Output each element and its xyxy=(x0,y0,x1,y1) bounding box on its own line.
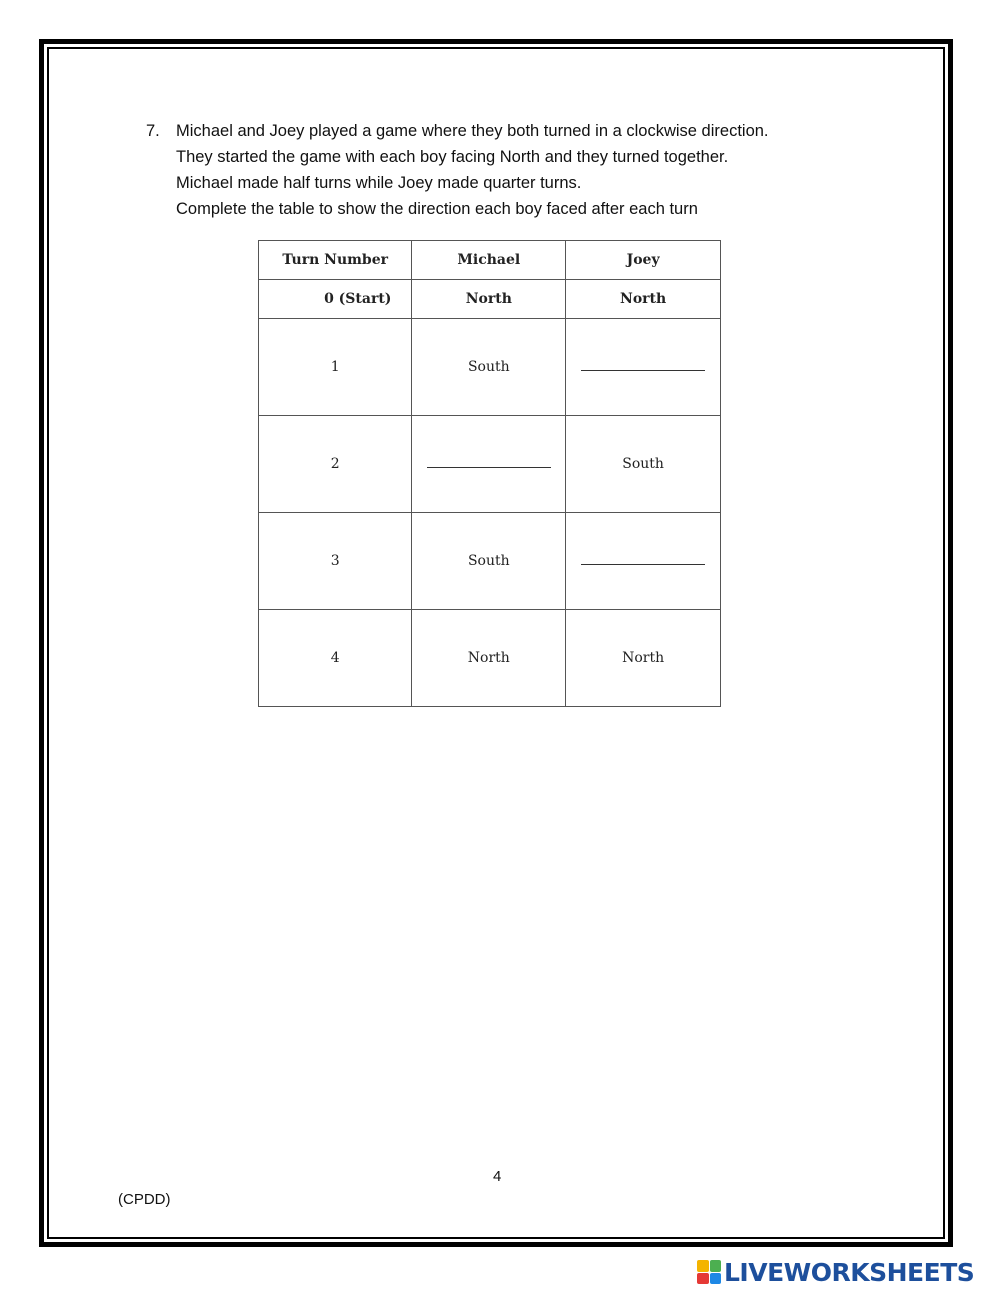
page-number: 4 xyxy=(493,1168,502,1185)
table-row-start xyxy=(259,280,721,319)
cell-michael: South xyxy=(412,513,566,610)
answer-blank[interactable] xyxy=(581,558,705,565)
cell-turn: 3 xyxy=(259,513,412,610)
answer-blank[interactable] xyxy=(581,364,705,371)
brand-grid-icon xyxy=(697,1260,721,1284)
question-line: They started the game with each boy facing North and they turned together. xyxy=(176,148,729,166)
cell-joey-answer[interactable] xyxy=(566,319,721,416)
header-joey: Joey xyxy=(566,241,721,280)
logo-square xyxy=(697,1260,709,1272)
table-header-row xyxy=(259,241,721,280)
cell-joey: North xyxy=(566,280,721,319)
cell-turn: 0 (Start) xyxy=(259,280,412,319)
answer-blank[interactable] xyxy=(427,461,551,468)
cell-joey: South xyxy=(566,416,721,513)
cell-turn: 2 xyxy=(259,416,412,513)
question-line: Complete the table to show the direction each boy faced after each turn xyxy=(176,200,698,218)
header-turn-number: Turn Number xyxy=(259,241,412,280)
cell-joey: North xyxy=(566,610,721,707)
table-row xyxy=(259,513,721,610)
direction-table xyxy=(258,240,721,707)
table-row xyxy=(259,319,721,416)
logo-square xyxy=(710,1260,722,1272)
header-michael: Michael xyxy=(412,241,566,280)
question-number: 7. xyxy=(146,122,160,140)
footer-code: (CPDD) xyxy=(118,1191,171,1208)
table-row xyxy=(259,610,721,707)
liveworksheets-logo xyxy=(697,1257,997,1287)
cell-michael: North xyxy=(412,610,566,707)
cell-michael: North xyxy=(412,280,566,319)
logo-square xyxy=(710,1273,722,1285)
logo-square xyxy=(697,1273,709,1285)
cell-michael: South xyxy=(412,319,566,416)
question-line: Michael made half turns while Joey made quarter turns. xyxy=(176,174,582,192)
brand-name: LIVEWORKSHEETS xyxy=(724,1257,975,1287)
cell-turn: 1 xyxy=(259,319,412,416)
cell-turn: 4 xyxy=(259,610,412,707)
cell-joey-answer[interactable] xyxy=(566,513,721,610)
table-row xyxy=(259,416,721,513)
question-text xyxy=(176,118,769,222)
cell-michael-answer[interactable] xyxy=(412,416,566,513)
question-line: Michael and Joey played a game where they both turned in a clockwise direction. xyxy=(176,122,769,140)
